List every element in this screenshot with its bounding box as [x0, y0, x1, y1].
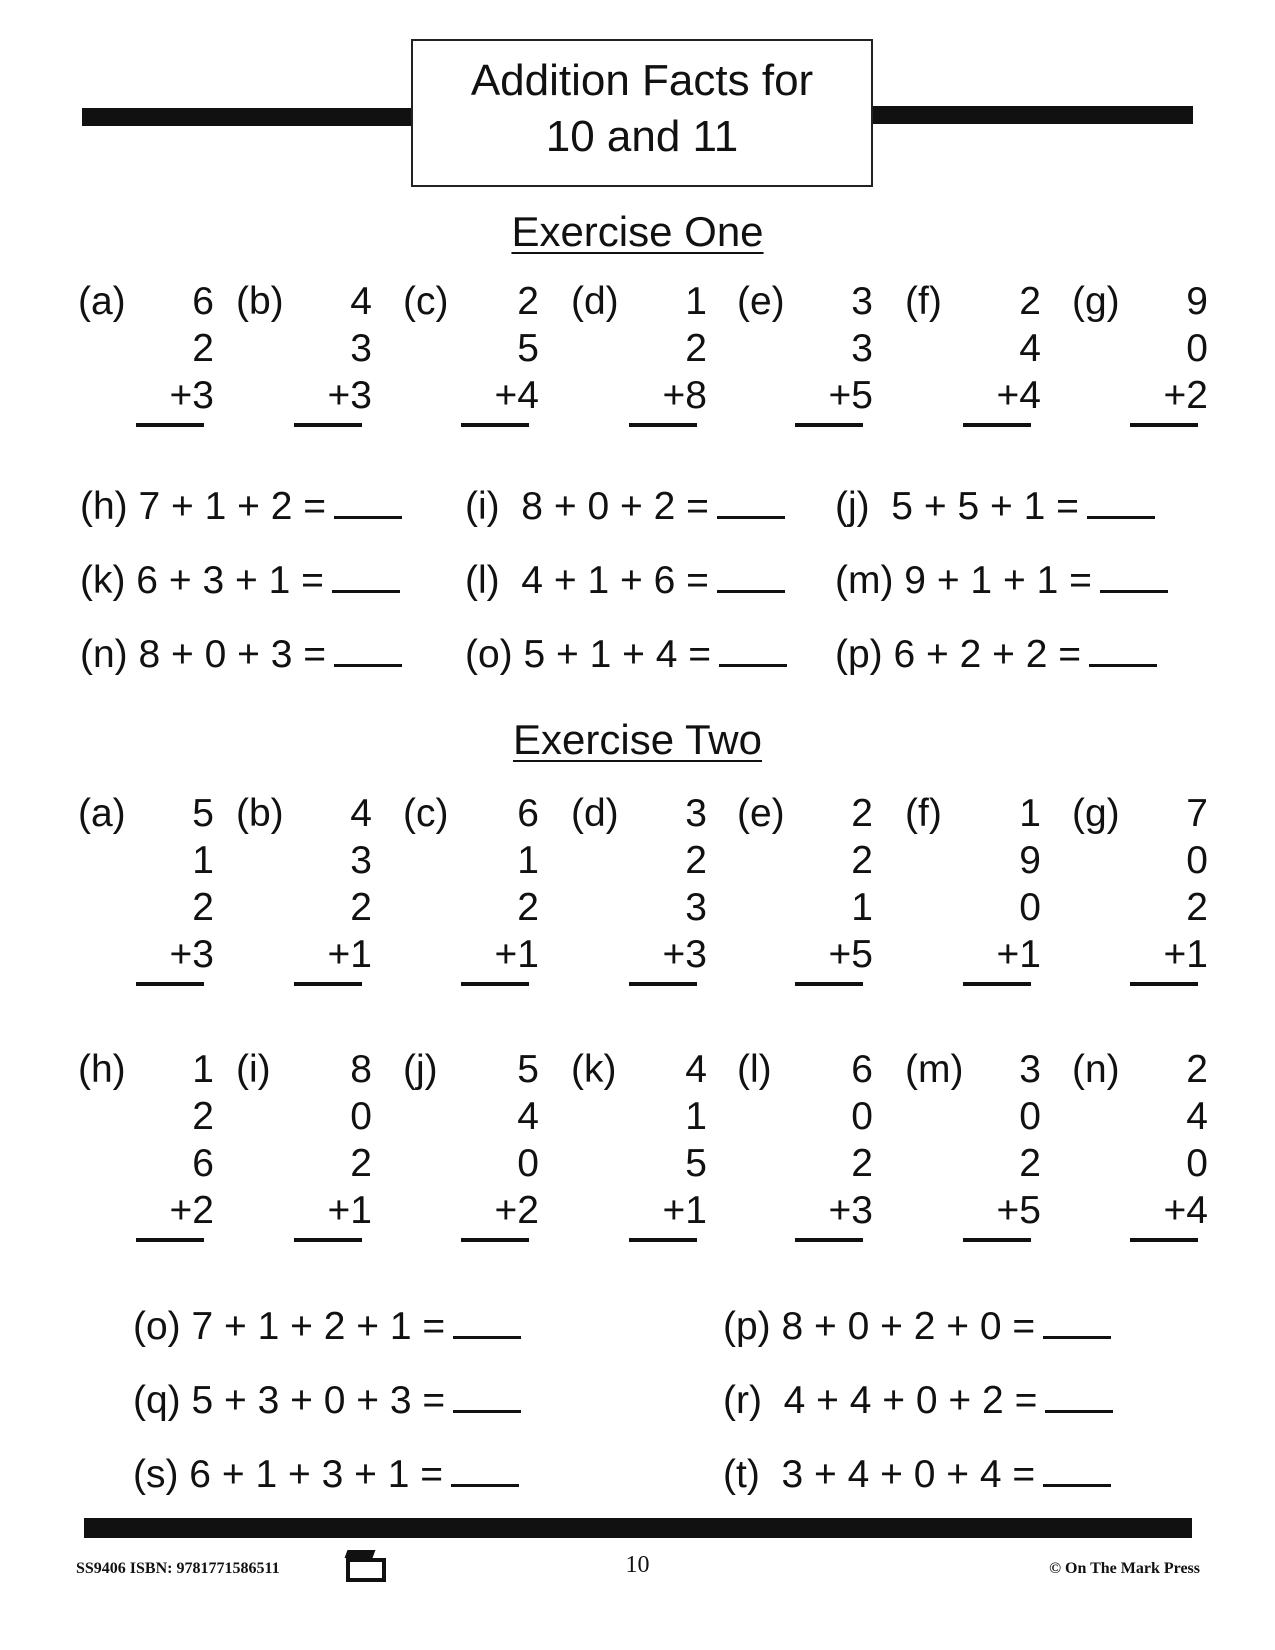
horizontal-problem — [80, 482, 402, 530]
addend: 4 — [1186, 1095, 1208, 1138]
bottom-rule — [84, 1518, 1192, 1538]
addend: 3 — [685, 792, 707, 835]
addend: 3 — [350, 839, 372, 882]
horizontal-problem — [465, 630, 787, 678]
addend: 2 — [192, 1095, 214, 1138]
answer-line[interactable] — [294, 982, 362, 986]
addend: 9 — [1186, 280, 1208, 323]
addend: +1 — [662, 1189, 707, 1232]
addend: 5 — [685, 1142, 707, 1185]
addend: 7 — [1186, 792, 1208, 835]
addend: 0 — [1019, 886, 1041, 929]
equation-text: (j) 5 + 5 + 1 = — [835, 485, 1079, 528]
addend: 2 — [1019, 280, 1041, 323]
answer-line[interactable] — [461, 423, 529, 427]
answer-line[interactable] — [963, 423, 1031, 427]
answer-line[interactable] — [294, 1238, 362, 1242]
horizontal-problem — [835, 630, 1157, 678]
answer-line[interactable] — [795, 982, 863, 986]
problem-label: (j) — [403, 1048, 438, 1091]
answer-line[interactable] — [963, 982, 1031, 986]
answer-blank[interactable] — [1043, 1450, 1111, 1487]
answer-blank[interactable] — [453, 1302, 521, 1339]
addend: 1 — [851, 886, 873, 929]
answer-blank[interactable] — [1087, 482, 1155, 519]
addend: 2 — [851, 792, 873, 835]
problem-label: (g) — [1072, 280, 1120, 323]
title-line-2: 10 and 11 — [545, 112, 739, 161]
addend: +4 — [1163, 1189, 1208, 1232]
addend: 2 — [350, 1142, 372, 1185]
addend: 5 — [192, 792, 214, 835]
answer-blank[interactable] — [719, 630, 787, 667]
addend: +3 — [327, 374, 372, 417]
addend: 3 — [851, 327, 873, 370]
equation-text: (i) 8 + 0 + 2 = — [465, 485, 709, 528]
equation-text: (t) 3 + 4 + 0 + 4 = — [723, 1453, 1036, 1496]
problem-label: (e) — [737, 792, 785, 835]
answer-blank[interactable] — [334, 630, 402, 667]
problem-label: (b) — [236, 280, 284, 323]
addend: 4 — [350, 792, 372, 835]
answer-blank[interactable] — [451, 1450, 519, 1487]
addend: 2 — [517, 280, 539, 323]
addend: +2 — [1163, 374, 1208, 417]
answer-line[interactable] — [294, 423, 362, 427]
answer-blank[interactable] — [717, 556, 785, 593]
addend: +5 — [828, 374, 873, 417]
equation-text: (n) 8 + 0 + 3 = — [80, 633, 327, 676]
addend: 1 — [1019, 792, 1041, 835]
equation-text: (s) 6 + 1 + 3 + 1 = — [133, 1453, 444, 1496]
equation-text: (r) 4 + 4 + 0 + 2 = — [723, 1379, 1038, 1422]
equation-text: (m) 9 + 1 + 1 = — [835, 559, 1092, 602]
addend: +1 — [327, 1189, 372, 1232]
addend: 6 — [192, 1142, 214, 1185]
answer-line[interactable] — [629, 1238, 697, 1242]
problem-label: (a) — [78, 280, 126, 323]
problem-label: (a) — [78, 792, 126, 835]
answer-blank[interactable] — [1045, 1376, 1113, 1413]
problem-label: (f) — [905, 792, 942, 835]
horizontal-problem — [465, 482, 785, 530]
problem-label: (c) — [403, 280, 449, 323]
equation-text: (p) 8 + 0 + 2 + 0 = — [723, 1305, 1036, 1348]
horizontal-problem — [465, 556, 785, 604]
answer-blank[interactable] — [717, 482, 785, 519]
addend: 4 — [350, 280, 372, 323]
addend: 0 — [1019, 1095, 1041, 1138]
addend: +5 — [828, 933, 873, 976]
addend: 5 — [517, 327, 539, 370]
answer-line[interactable] — [1130, 982, 1198, 986]
addend: +4 — [494, 374, 539, 417]
problem-label: (m) — [905, 1048, 964, 1091]
addend: 2 — [1186, 886, 1208, 929]
problem-label: (i) — [236, 1048, 271, 1091]
answer-line[interactable] — [461, 982, 529, 986]
addend: +3 — [828, 1189, 873, 1232]
addend: 4 — [517, 1095, 539, 1138]
equation-text: (o) 7 + 1 + 2 + 1 = — [133, 1305, 446, 1348]
addend: 1 — [192, 839, 214, 882]
addend: +3 — [662, 933, 707, 976]
addend: 0 — [350, 1095, 372, 1138]
addend: 2 — [1186, 1048, 1208, 1091]
problem-label: (f) — [905, 280, 942, 323]
problem-label: (d) — [571, 792, 619, 835]
addend: 8 — [350, 1048, 372, 1091]
answer-blank[interactable] — [334, 482, 402, 519]
addend: 3 — [851, 280, 873, 323]
answer-blank[interactable] — [1100, 556, 1168, 593]
equation-text: (q) 5 + 3 + 0 + 3 = — [133, 1379, 446, 1422]
answer-line[interactable] — [136, 982, 204, 986]
addend: +1 — [327, 933, 372, 976]
problem-label: (k) — [571, 1048, 617, 1091]
horizontal-problem — [723, 1302, 1111, 1350]
addend: +4 — [996, 374, 1041, 417]
addend: +2 — [494, 1189, 539, 1232]
exercise-two-heading: Exercise Two — [513, 716, 762, 763]
answer-line[interactable] — [795, 1238, 863, 1242]
addend: 6 — [851, 1048, 873, 1091]
problem-label: (g) — [1072, 792, 1120, 835]
addend: 2 — [851, 1142, 873, 1185]
answer-line[interactable] — [1130, 423, 1198, 427]
addend: 2 — [685, 839, 707, 882]
horizontal-problem — [723, 1450, 1111, 1498]
addend: 0 — [1186, 839, 1208, 882]
addend: 4 — [685, 1048, 707, 1091]
page-title — [411, 39, 873, 187]
answer-blank[interactable] — [1043, 1302, 1111, 1339]
page-number: 10 — [625, 1552, 650, 1578]
addend: 3 — [350, 327, 372, 370]
addend: +1 — [494, 933, 539, 976]
addend: 4 — [1019, 327, 1041, 370]
addend: 1 — [517, 839, 539, 882]
answer-line[interactable] — [136, 1238, 204, 1242]
footer-isbn: SS9406 ISBN: 9781771586511 — [76, 1560, 280, 1577]
addend: 9 — [1019, 839, 1041, 882]
problem-label: (l) — [737, 1048, 772, 1091]
addend: 2 — [192, 327, 214, 370]
problem-label: (n) — [1072, 1048, 1120, 1091]
problem-label: (d) — [571, 280, 619, 323]
problem-label: (e) — [737, 280, 785, 323]
equation-text: (h) 7 + 1 + 2 = — [80, 485, 327, 528]
horizontal-problem — [133, 1450, 519, 1498]
horizontal-problem — [133, 1376, 521, 1424]
horizontal-problem — [133, 1302, 521, 1350]
addend: 0 — [517, 1142, 539, 1185]
addend: 1 — [685, 280, 707, 323]
horizontal-problem — [835, 482, 1155, 530]
addend: 0 — [1186, 327, 1208, 370]
addend: 6 — [517, 792, 539, 835]
top-rule-right — [873, 106, 1193, 124]
footer-copyright: © On The Mark Press — [1049, 1560, 1200, 1577]
title-line-1: Addition Facts for — [470, 56, 814, 105]
addend: 2 — [350, 886, 372, 929]
addend: 2 — [517, 886, 539, 929]
answer-line[interactable] — [136, 423, 204, 427]
horizontal-problem — [723, 1376, 1113, 1424]
equation-text: (l) 4 + 1 + 6 = — [465, 559, 709, 602]
answer-line[interactable] — [461, 1238, 529, 1242]
addend: 0 — [851, 1095, 873, 1138]
answer-line[interactable] — [1130, 1238, 1198, 1242]
answer-blank[interactable] — [1089, 630, 1157, 667]
answer-blank[interactable] — [453, 1376, 521, 1413]
exercise-one-heading: Exercise One — [511, 208, 764, 255]
addend: +3 — [169, 933, 214, 976]
addend: 2 — [851, 839, 873, 882]
equation-text: (k) 6 + 3 + 1 = — [80, 559, 324, 602]
addend: 2 — [192, 886, 214, 929]
answer-line[interactable] — [629, 982, 697, 986]
addend: 3 — [1019, 1048, 1041, 1091]
addend: 2 — [1019, 1142, 1041, 1185]
top-rule-left — [82, 108, 412, 126]
problem-label: (c) — [403, 792, 449, 835]
equation-text: (p) 6 + 2 + 2 = — [835, 633, 1082, 676]
equation-text: (o) 5 + 1 + 4 = — [465, 633, 712, 676]
horizontal-problem — [835, 556, 1168, 604]
addend: 1 — [192, 1048, 214, 1091]
problem-label: (h) — [78, 1048, 126, 1091]
addend: 1 — [685, 1095, 707, 1138]
addend: +8 — [662, 374, 707, 417]
horizontal-problem — [80, 556, 400, 604]
addend: +1 — [996, 933, 1041, 976]
answer-line[interactable] — [963, 1238, 1031, 1242]
answer-line[interactable] — [629, 423, 697, 427]
addend: +2 — [169, 1189, 214, 1232]
addend: 2 — [685, 327, 707, 370]
answer-line[interactable] — [795, 423, 863, 427]
addend: 0 — [1186, 1142, 1208, 1185]
addend: 6 — [192, 280, 214, 323]
answer-blank[interactable] — [332, 556, 400, 593]
addend: 3 — [685, 886, 707, 929]
horizontal-problem — [80, 630, 402, 678]
addend: +1 — [1163, 933, 1208, 976]
addend: 5 — [517, 1048, 539, 1091]
problem-label: (b) — [236, 792, 284, 835]
addend: +3 — [169, 374, 214, 417]
addend: +5 — [996, 1189, 1041, 1232]
